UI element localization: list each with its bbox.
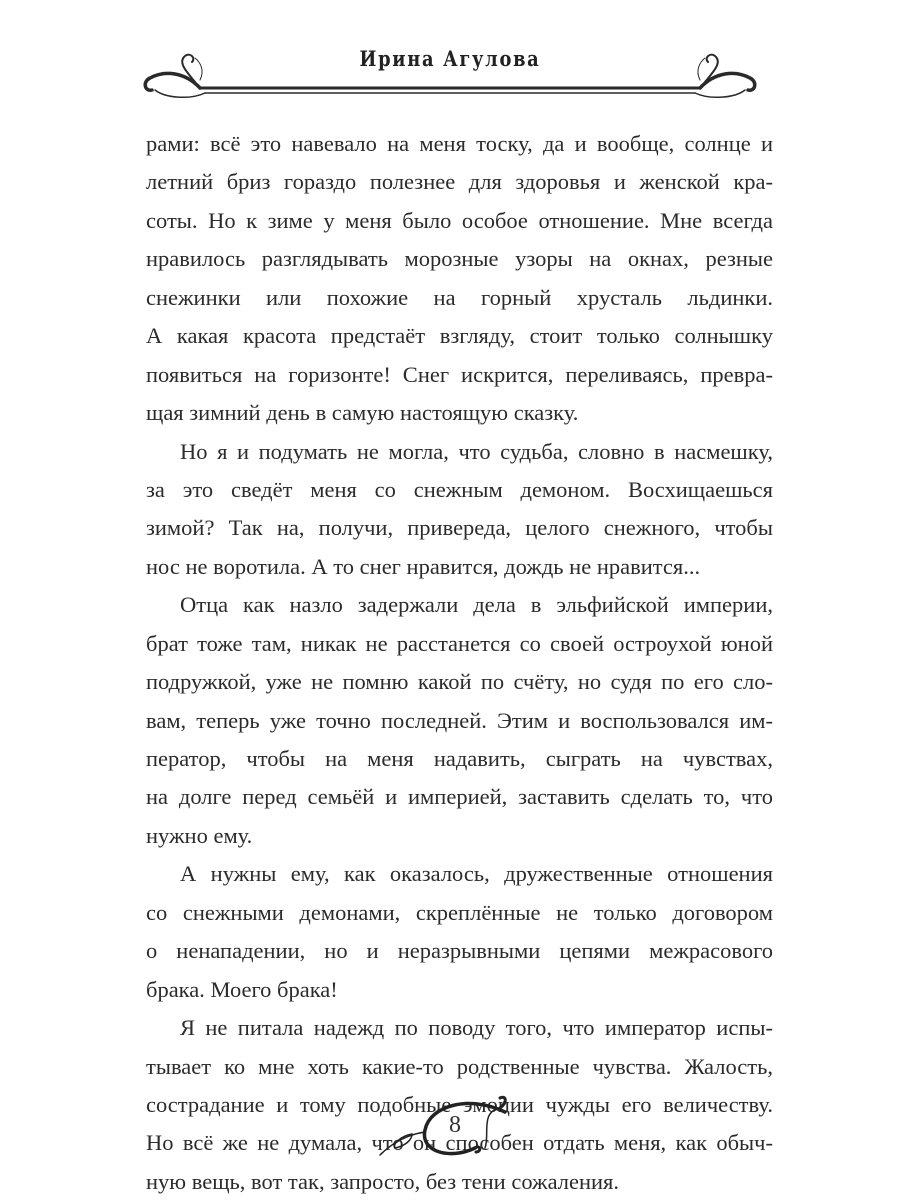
author-name: Ирина Агулова xyxy=(359,46,541,71)
page-body-text xyxy=(146,125,773,1201)
text-line: брака. Моего брака! xyxy=(146,976,338,1002)
text-line: ную вещь, вот так, запросто, без тени сожаления. xyxy=(146,1168,620,1194)
page-number: 8 xyxy=(449,1112,461,1138)
text-line: нос не воротила. А то снег нравится, дождь не нравится... xyxy=(146,553,701,579)
text-line: о ненападении, но и неразрывными цепями межрасового xyxy=(146,938,773,964)
paragraph xyxy=(146,125,773,433)
text-line: соты. Но к зиме у меня было особое отношение. Мне всегда xyxy=(146,207,773,233)
text-line: подружкой, уже не помню какой по счёту, но судя по его сло- xyxy=(146,669,773,695)
text-line: Я не питала надежд по поводу того, что император испы- xyxy=(180,1015,773,1041)
paragraph xyxy=(146,586,773,855)
paragraph xyxy=(146,433,773,587)
text-line: ператор, чтобы на меня надавить, сыграть на чувствах, xyxy=(146,746,773,771)
text-line: на долге перед семьёй и империей, заставить сделать то, что xyxy=(146,784,773,810)
text-line: тывает ко мне хоть какие-то родственные чувства. Жалость, xyxy=(146,1053,773,1079)
text-line: нужно ему. xyxy=(146,822,253,848)
paragraph xyxy=(146,855,773,1009)
text-line: А какая красота предстаёт взгляду, стоит только солнышку xyxy=(146,323,773,349)
text-line: Но всё же не думала, что он способен отдать меня, как обыч- xyxy=(146,1130,773,1156)
text-line: за это сведёт меня со снежным демоном. Восхищаешься xyxy=(146,476,773,502)
text-line: щая зимний день в самую настоящую сказку. xyxy=(146,400,579,426)
text-line: нравилось разглядывать морозные узоры на окнах, резные xyxy=(146,246,773,272)
text-line: сострадание и тому подобные эмоции чужды его величеству. xyxy=(146,1091,773,1117)
text-line: Отца как назло задержали дела в эльфийской империи, xyxy=(180,592,773,618)
text-line: зимой? Так на, получи, привереда, целого снежного, чтобы xyxy=(146,515,773,541)
text-line: со снежными демонами, скреплённые не только договором xyxy=(146,899,773,925)
running-header xyxy=(0,0,900,110)
text-line: брат тоже там, никак не расстанется со своей остроухой юной xyxy=(146,630,773,656)
text-line: появиться на горизонте! Снег искрится, переливаясь, превра- xyxy=(146,361,773,387)
text-line: А нужны ему, как оказалось, дружественные отношения xyxy=(180,861,773,887)
text-line: вам, теперь уже точно последней. Этим и воспользовался им- xyxy=(146,707,773,733)
page-footer xyxy=(0,1090,900,1180)
text-line: снежинки или похожие на горный хрусталь льдинки. xyxy=(146,284,773,310)
text-line: рами: всё это навевало на меня тоску, да и вообще, солнце и xyxy=(146,131,773,156)
text-line: летний бриз гораздо полезнее для здоровья и женской кра- xyxy=(146,169,773,195)
text-line: Но я и подумать не могла, что судьба, словно в насмешку, xyxy=(180,438,773,464)
